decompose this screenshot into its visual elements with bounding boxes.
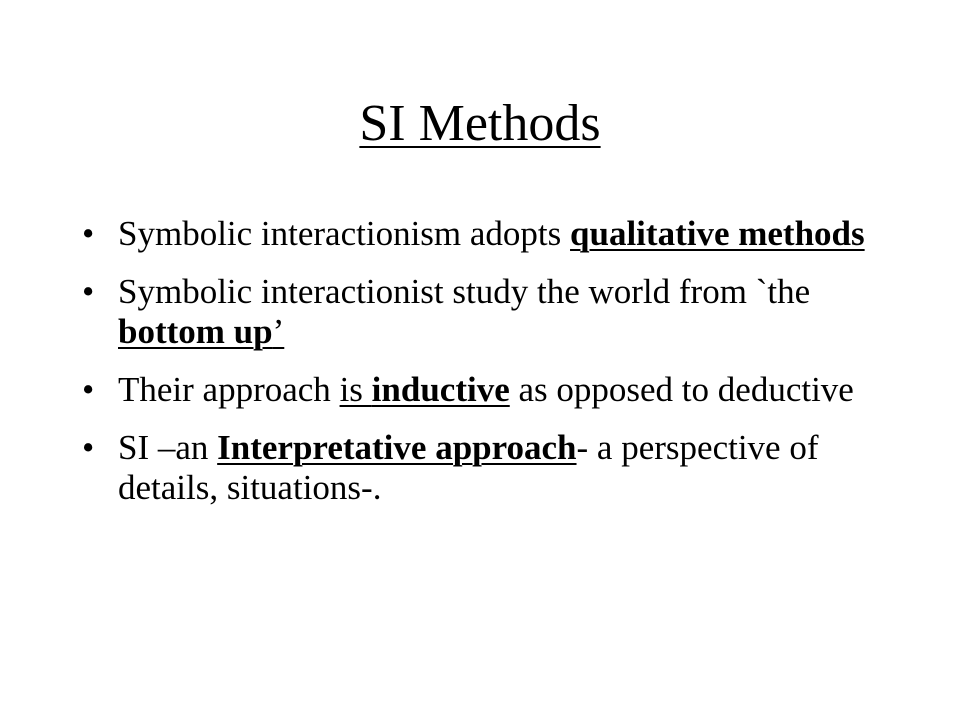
text-plain: as opposed to deductive xyxy=(509,370,854,409)
text-plain: SI –an xyxy=(118,428,218,467)
text-emphasis: Interpretative approach xyxy=(217,428,577,467)
text-plain: Their approach xyxy=(118,370,340,409)
text-emphasis: qualitative methods xyxy=(570,214,865,253)
bullet-text xyxy=(118,428,819,507)
text-plain: - a perspective of details, situations-. xyxy=(118,428,819,507)
text-emphasis: bottom up xyxy=(118,312,273,351)
bullet-dot-icon: • xyxy=(82,272,95,311)
bullet-dot-icon: • xyxy=(82,370,95,409)
bullet-item xyxy=(82,272,882,352)
bullet-list xyxy=(82,214,882,526)
bullet-item xyxy=(82,214,882,254)
bullet-dot-icon: • xyxy=(82,428,95,467)
text-underline: is xyxy=(339,370,372,409)
text-plain: Symbolic interactionism adopts xyxy=(118,214,571,253)
bullet-text xyxy=(118,214,865,253)
bullet-dot-icon: • xyxy=(82,214,95,253)
bullet-item xyxy=(82,370,882,410)
bullet-item xyxy=(82,428,882,508)
bullet-text xyxy=(118,370,854,409)
slide-title: SI Methods xyxy=(359,95,601,152)
bullet-text xyxy=(118,272,810,351)
text-emphasis: inductive xyxy=(371,370,510,409)
text-plain: Symbolic interactionist study the world from `the xyxy=(118,272,811,311)
text-underline: ’ xyxy=(272,312,285,351)
